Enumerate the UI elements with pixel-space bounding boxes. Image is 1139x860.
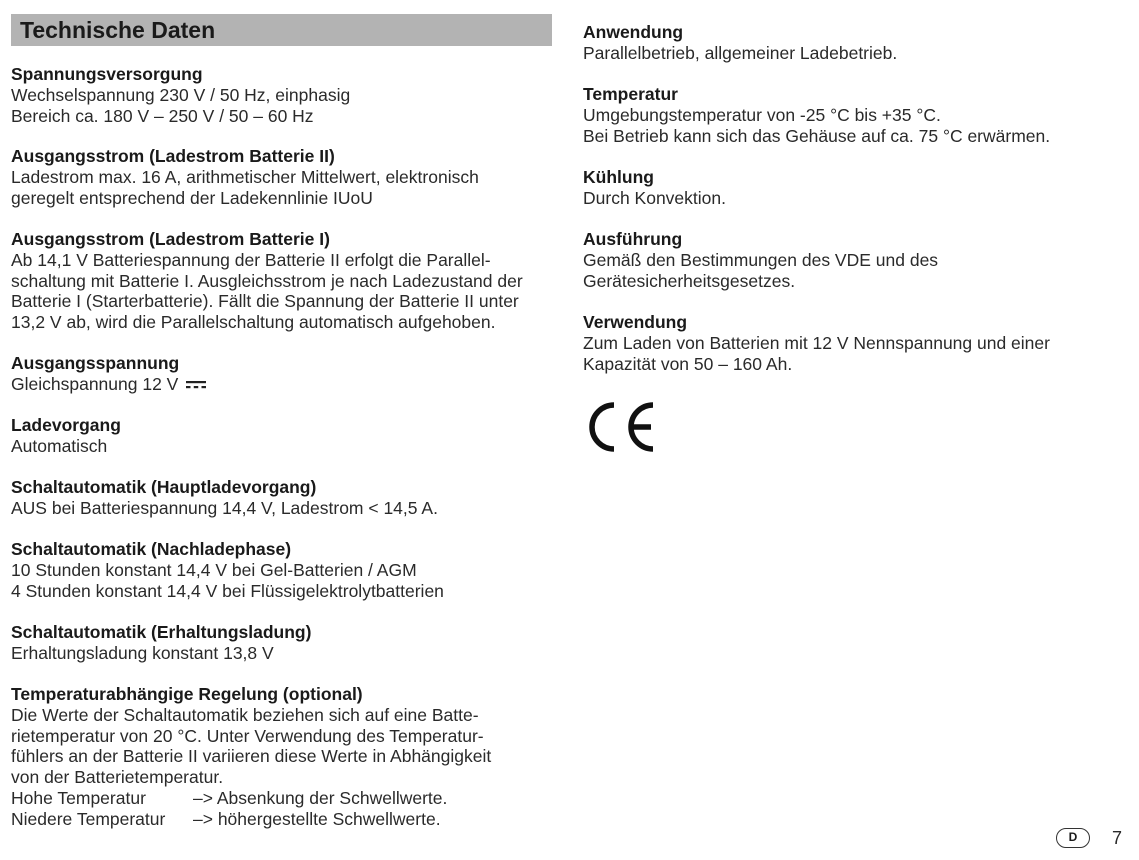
- section-temperaturregelung: [11, 684, 491, 829]
- section-line: Wechselspannung 230 V / 50 Hz, einphasig: [11, 85, 351, 105]
- section-schaltautomatik-haupt: [11, 477, 438, 519]
- section-verwendung: [583, 312, 1050, 374]
- page-title-bar: [11, 14, 552, 46]
- language-badge: D: [1056, 828, 1090, 848]
- section-heading: Ladevorgang: [11, 415, 121, 435]
- section-heading: Ausgangsspannung: [11, 353, 180, 373]
- page-title: Technische Daten: [20, 17, 216, 43]
- page-number: 7: [1112, 828, 1123, 848]
- section-heading: Schaltautomatik (Erhaltungsladung): [11, 622, 312, 642]
- section-line: Gemäß den Bestimmungen des VDE und des: [583, 250, 939, 270]
- section-heading: Temperaturabhängige Regelung (optional): [11, 684, 363, 704]
- dc-symbol-icon: [186, 378, 206, 390]
- section-heading: Spannungsversorgung: [11, 64, 203, 84]
- section-line: Gleichspannung 12 V: [11, 374, 179, 394]
- section-line: Ab 14,1 V Batteriespannung der Batterie II erfolgt die Parallel-: [11, 250, 491, 270]
- section-schaltautomatik-nachlade: [11, 539, 444, 601]
- section-heading: Verwendung: [583, 312, 688, 332]
- section-line: fühlers an der Batterie II variieren diese Werte in Abhängigkeit: [11, 746, 492, 767]
- section-line: rietemperatur von 20 °C. Unter Verwendung des Temperatur-: [11, 725, 484, 746]
- section-line: Umgebungstemperatur von -25 °C bis +35 °C.: [583, 105, 941, 125]
- temperature-row-value: –> Absenkung der Schwellwerte.: [193, 787, 448, 808]
- temperature-row-label: Hohe Temperatur: [11, 787, 146, 808]
- section-line: Zum Laden von Batterien mit 12 V Nennspannung und einer: [583, 333, 1050, 353]
- section-heading: Temperatur: [583, 84, 678, 104]
- section-line: von der Batterietemperatur.: [11, 767, 224, 788]
- section-heading: Anwendung: [583, 22, 684, 42]
- section-line: Bei Betrieb kann sich das Gehäuse auf ca. 75 °C erwärmen.: [583, 125, 1051, 146]
- section-anwendung: [583, 22, 897, 64]
- section-line: Bereich ca. 180 V – 250 V / 50 – 60 Hz: [11, 105, 314, 126]
- section-line: Erhaltungsladung konstant 13,8 V: [11, 643, 274, 663]
- section-line: schaltung mit Batterie I. Ausgleichsstrom je nach Ladezustand der: [11, 270, 523, 291]
- section-ladevorgang: [11, 415, 121, 457]
- section-heading: Ausführung: [583, 229, 683, 249]
- section-ausgangsstrom-batterie-2: [11, 146, 479, 208]
- temperature-row-value: –> höhergestellte Schwellwerte.: [193, 808, 441, 829]
- section-line: geregelt entsprechend der Ladekennlinie IUoU: [11, 187, 373, 208]
- section-ausgangsstrom-batterie-1: [11, 229, 523, 333]
- temperature-row-label: Niedere Temperatur: [11, 808, 166, 829]
- section-heading: Schaltautomatik (Hauptladevorgang): [11, 477, 317, 497]
- section-spannungsversorgung: [11, 64, 350, 126]
- section-line: Die Werte der Schaltautomatik beziehen sich auf eine Batte-: [11, 705, 479, 725]
- section-line: Batterie I (Starterbatterie). Fällt die Spannung der Batterie II unter: [11, 291, 519, 312]
- section-ausfuehrung: [583, 229, 938, 291]
- section-line: 10 Stunden konstant 14,4 V bei Gel-Batterien / AGM: [11, 560, 417, 580]
- section-heading: Kühlung: [583, 167, 654, 187]
- section-line: Ladestrom max. 16 A, arithmetischer Mittelwert, elektronisch: [11, 167, 479, 187]
- section-line: 13,2 V ab, wird die Parallelschaltung automatisch aufgehoben.: [11, 312, 496, 333]
- section-line: Gerätesicherheitsgesetzes.: [583, 270, 796, 291]
- section-temperatur: [583, 84, 1050, 146]
- section-heading: Ausgangsstrom (Ladestrom Batterie I): [11, 229, 330, 249]
- section-ausgangsspannung: [11, 353, 206, 395]
- section-line: Parallelbetrieb, allgemeiner Ladebetrieb.: [583, 43, 898, 63]
- section-line-with-icon: [11, 374, 206, 395]
- ce-mark-logo: [583, 402, 657, 452]
- temperature-row: [11, 809, 491, 830]
- temperature-row: [11, 788, 491, 809]
- section-line: 4 Stunden konstant 14,4 V bei Flüssigelektrolytbatterien: [11, 580, 444, 601]
- section-schaltautomatik-erhaltung: [11, 622, 311, 664]
- section-line: AUS bei Batteriespannung 14,4 V, Ladestrom < 14,5 A.: [11, 498, 438, 518]
- section-line: Kapazität von 50 – 160 Ah.: [583, 353, 793, 374]
- section-heading: Schaltautomatik (Nachladephase): [11, 539, 292, 559]
- section-heading: Ausgangsstrom (Ladestrom Batterie II): [11, 146, 335, 166]
- section-line: Durch Konvektion.: [583, 188, 726, 208]
- section-kuehlung: [583, 167, 726, 209]
- section-line: Automatisch: [11, 436, 108, 456]
